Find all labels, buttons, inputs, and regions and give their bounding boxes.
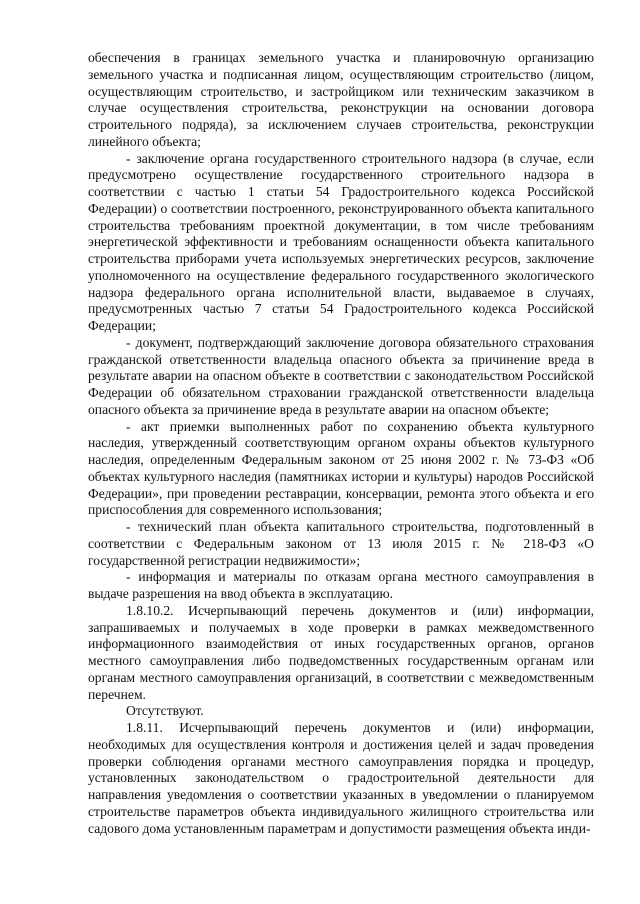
paragraph-technical-plan: - технический план объекта капитального строительства, подготовленный в соответствии с Федеральным законом от 13 июля 2015 г. № 218-ФЗ «О государственной регистрации недвижимости»; bbox=[88, 519, 594, 568]
paragraph-section-1-8-11: 1.8.11. Исчерпывающий перечень документов и (или) информации, необходимых для осуществления контроля и достижения целей и задач проведения проверки соблюдения органами местного самоуправления порядка и процедур, установленных законодательством о градостроительной деятельности для направления уведомления о соответствии указанных в уведомлении о планируемом строительстве параметров объекта индивидуального жилищного строительства или садового дома установленным параметрам и допустимости размещения объекта инди- bbox=[88, 720, 594, 836]
paragraph-cultural-heritage-acceptance-act: - акт приемки выполненных работ по сохранению объекта культурного наследия, утвержденный соответствующим органом охраны объектов культурного наследия, определенным Федеральным законом от 25 июня 2002 г. № 73-ФЗ «Об объектах культурного наследия (памятниках истории и культуры) народов Российской Федерации», при проведении реставрации, консервации, ремонта этого объекта и его приспособления для современного использования; bbox=[88, 418, 594, 518]
paragraph-site-plan-continuation: обеспечения в границах земельного участка и планировочную организацию земельного участка и подписанная лицом, осуществляющим строительство (лицом, осуществляющим строительство, и застройщиком или техническим заказчиком в случае осуществления строительства, реконструкции на основании договора строительного подряда), за исключением случаев строительства, реконструкции линейного объекта; bbox=[88, 50, 594, 149]
paragraph-absent: Отсутствуют. bbox=[126, 703, 204, 719]
paragraph-construction-supervision-conclusion: - заключение органа государственного строительного надзора (в случае, если предусмотрено осуществление государственного строительного надзора в соответствии с частью 1 статьи 54 Градостроительного кодекса Российской Федерации) о соответствии построенного, реконструированного объекта капитального строительства требованиям проектной документации, в том числе требованиям энергетической эффективности и требованиям оснащенности объекта капитального строительства приборами учета используемых энергетических ресурсов, заключение уполномоченного на осуществление федерального государственного экологического надзора федерального органа исполнительной власти, выдаваемое в случаях, предусмотренных частью 7 статьи 54 Градостроительного кодекса Российской Федерации; bbox=[88, 150, 594, 333]
paragraph-section-1-8-10-2: 1.8.10.2. Исчерпывающий перечень документов и (или) информации, запрашиваемых и получаемых в ходе проверки в рамках межведомственного информационного взаимодействия от иных государственных органов, органов местного самоуправления либо подведомственных государственным органам или органам местного самоуправления организаций, в соответствии с межведомственным перечнем. bbox=[88, 602, 594, 702]
document-page bbox=[88, 50, 594, 837]
paragraph-liability-insurance-document: - документ, подтверждающий заключение договора обязательного страхования гражданской ответственности владельца опасного объекта за причинение вреда в результате аварии на опасном объекте в соответствии с законодательством Российской Федерации об обязательном страховании гражданской ответственности владельца опасного объекта за причинение вреда в результате аварии на опасном объекте; bbox=[88, 334, 594, 417]
paragraph-refusal-information: - информация и материалы по отказам органа местного самоуправления в выдаче разрешения на ввод объекта в эксплуатацию. bbox=[88, 569, 594, 601]
